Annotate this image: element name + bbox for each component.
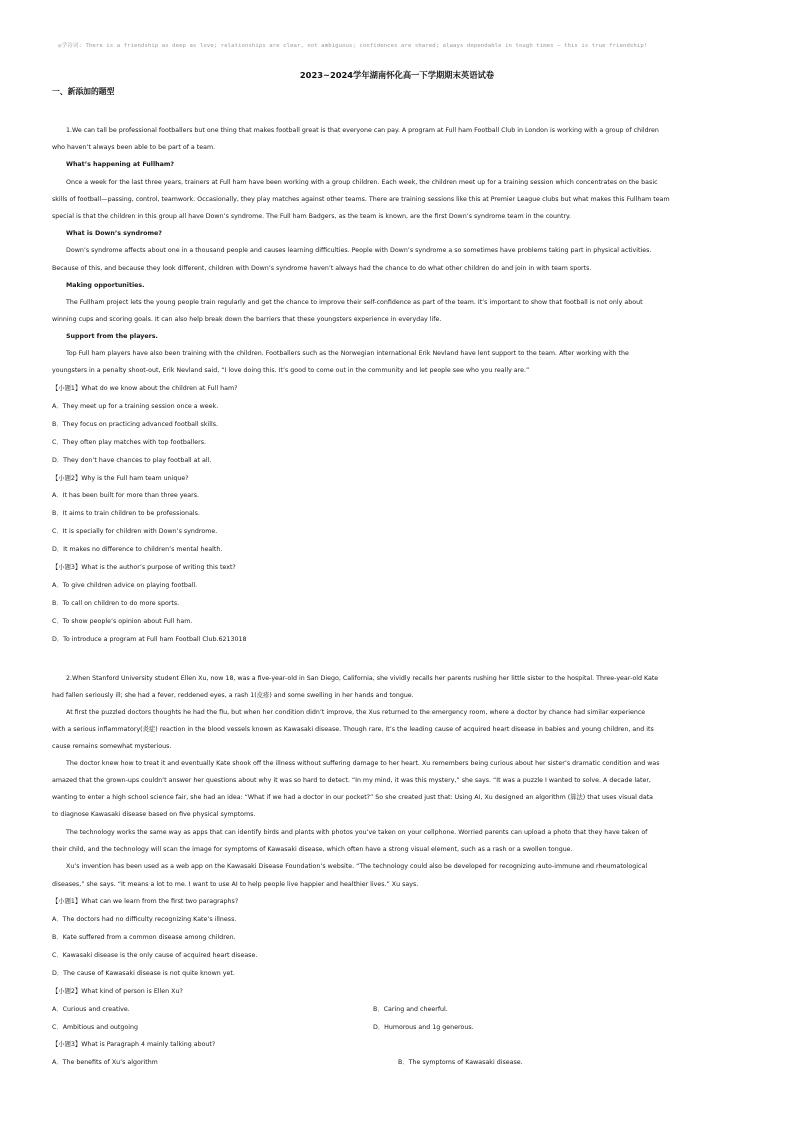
section-heading: 一、新添加的题型 [52,87,115,96]
passage2-paragraph-line: The doctor knew how to treat it and eventually Kate shook off the illness without suffering damage to her heart. Xu remembers being curious about her sister’s dramatic condition and was [66,760,660,767]
answer-option: C．Ambitious and outgoing [52,1024,138,1031]
answer-option: C．Kawasaki disease is the only cause of acquired heart disease. [52,952,258,959]
answer-option: B．They focus on practicing advanced football skills. [52,421,219,428]
passage1-subheading: What is Down’s syndrome? [66,230,162,237]
passage1-paragraph-line: winning cups and scoring goals. It can also help break down the barriers that these youngsters experience in everyday life. [52,316,442,323]
passage2-paragraph-line: At first the puzzled doctors thoughts he had the flu, but when her condition didn’t improve, the Xus returned to the emergency room, where a doctor by chance had similar experience [66,709,646,716]
passage1-paragraph-line: Down’s syndrome affects about one in a thousand people and causes learning difficulties. People with Down’s syndrome a so sometimes have problems taking part in physical activities. [66,247,652,254]
passage2-paragraph-line: 2.When Stanford University student Ellen Xu, now 18, was a five-year-old in San Diego, California, she vividly recalls her parents rushing her little sister to the hospital. Three-year-old Kate [66,675,659,682]
passage1-subheading: Making opportunities. [66,282,145,289]
answer-option: C．It is specially for children with Down’s syndrome. [52,528,218,535]
question-stem: 【小题1】What can we learn from the first two paragraphs? [52,898,239,905]
answer-option: D．The cause of Kawasaki disease is not quite known yet. [52,970,235,977]
answer-option: A．The benefits of Xu’s algorithm [52,1059,158,1066]
passage2-paragraph-line: to diagnose Kawasaki disease based on five physical symptoms. [52,811,256,818]
passage2-paragraph-line: cause remains somewhat mysterious. [52,743,172,750]
answer-option: B．Caring and cheerful. [373,1006,448,1013]
passage2-paragraph-line: amazed that the grown-ups couldn’t answer her questions about why it was so hard to detect. “In my mind, it was this mystery,” she says. “It was a puzzle I wanted to solve. A decade later, [52,777,651,784]
answer-option: B．To call on children to do more sports. [52,600,180,607]
passage2-paragraph-line: wanting to enter a high school science fair, she had an idea: “What if we had a doctor in our pocket?” So she created just that: Using AI, Xu designed an algorithm (算法) that uses visual data [52,794,654,801]
answer-option: A．They meet up for a training session once a week. [52,403,219,410]
answer-option: C．To show people’s opinion about Full ham. [52,618,193,625]
answer-option: C．They often play matches with top footballers. [52,439,207,446]
answer-option: B．It aims to train children to be professionals. [52,510,200,517]
passage2-paragraph-line: had fallen seriously ill; she had a fever, reddened eyes, a rash 1(皮疹) and some swelling in her hands and tongue. [52,692,414,699]
answer-option: D．To introduce a program at Full ham Football Club.6213018 [52,636,247,643]
question-stem: 【小题3】What is Paragraph 4 mainly talking about? [52,1041,216,1048]
answer-option: D．It makes no difference to children’s mental health. [52,546,223,553]
passage1-subheading: Support from the players. [66,333,158,340]
answer-option: B．Kate suffered from a common disease among children. [52,934,236,941]
answer-option: D．Humorous and 1g generous. [373,1024,474,1031]
passage2-paragraph-line: with a serious inflammatory(炎症) reaction in the blood vessels known as Kawasaki disease. Though rare, it’s the leading cause of acquired heart disease in babies and young children, and its [52,726,654,733]
answer-option: B．The symptoms of Kawasaki disease. [398,1059,523,1066]
answer-option: A．To give children advice on playing football. [52,582,198,589]
answer-option: A．It has been built for more than three years. [52,492,200,499]
watermark-text: ◎学诗词: There is a friendship as deep as love; relationships are clear, not ambiguous; confidences are shared; always dependable in tough times — this is true friendship! [58,43,648,49]
answer-option: A．Curious and creative. [52,1006,130,1013]
passage1-paragraph-line: youngsters in a penalty shoot-out, Erik Nevland said, “I love doing this. It’s good to come out in the community and let people see who you really are.” [52,367,530,374]
passage1-paragraph-line: Once a week for the last three years, trainers at Full ham have been working with a group children. Each week, the children meet up for a training session which concentrates on the basic [66,179,658,186]
question-stem: 【小题3】What is the author’s purpose of writing this text? [52,564,236,571]
passage1-paragraph-line: Top Full ham players have also been training with the children. Footballers such as the Norwegian international Erik Nevland have lent support to the team. After working with the [66,350,629,357]
answer-option: A．The doctors had no difficulty recognizing Kate’s illness. [52,916,237,923]
passage1-intro-line: 1.We can tall be professional footballers but one thing that makes football great is that everyone can pay. A program at Full ham Football Club in London is working with a group of children [66,127,659,134]
passage1-intro-line: who haven’t always been able to be part of a team. [52,144,216,151]
question-stem: 【小题1】What do we know about the children at Full ham? [52,385,238,392]
passage2-paragraph-line: The technology works the same way as apps that can identify birds and plants with photos you’ve taken on your cellphone. Worried parents can upload a photo that they have taken of [66,829,648,836]
passage1-subheading: What’s happening at Fullham? [66,161,175,168]
question-stem: 【小题2】Why is the Full ham team unique? [52,475,189,482]
passage1-paragraph-line: skills of football—passing, control, teamwork. Occasionally, they play matches against other teams. There are training sessions like this at Premier League clubs but what makes this Fullham team [52,196,670,203]
answer-option: D．They don’t have chances to play football at all. [52,457,212,464]
question-stem: 【小题2】What kind of person is Ellen Xu? [52,988,183,995]
passage2-paragraph-line: diseases,” she says. “It means a lot to me. I want to use AI to help people live happier and healthier lives.” Xu says. [52,881,419,888]
passage2-paragraph-line: their child, and the technology will scan the image for symptoms of Kawasaki disease, which often have a strong visual element, such as a rash or a swollen tongue. [52,846,573,853]
passage1-paragraph-line: Because of this, and because they look different, children with Down’s syndrome haven’t always had the chance to do what other children do and join in with team sports. [52,265,592,272]
page-title: 2023~2024学年湖南怀化高一下学期期末英语试卷 [299,70,495,80]
passage1-paragraph-line: special is that the children in this group all have Down’s syndrome. The Full ham Badgers, as the team is known, are the first Down’s syndrome team in the country. [52,213,571,220]
passage1-paragraph-line: The Fullham project lets the young people train regularly and get the chance to improve their self-confidence as part of the team. It’s important to show that football is not only about [66,299,643,306]
passage2-paragraph-line: Xu’s invention has been used as a web app on the Kawasaki Disease Foundation’s website. “The technology could also be developed for recognizing auto-immune and rheumatological [66,863,648,870]
